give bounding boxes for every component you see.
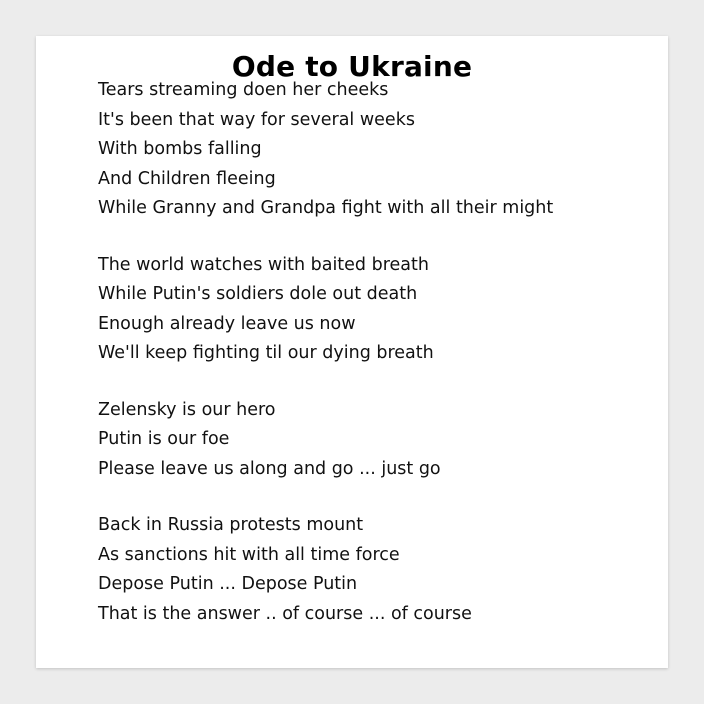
poem-line: While Putin's soldiers dole out death — [98, 284, 418, 304]
poem-line: Please leave us along and go ... just go — [98, 458, 441, 479]
poem-line: With bombs falling — [98, 139, 262, 159]
stanza-3 — [98, 396, 658, 485]
poem-line: That is the answer .. of course ... of course — [98, 603, 472, 624]
poem-line: Back in Russia protests mount — [98, 515, 364, 535]
poem-title: Ode to Ukraine — [231, 50, 473, 83]
poem-line: Enough already leave us now — [98, 313, 356, 334]
stanza-2 — [98, 251, 658, 369]
poem-line: Tears streaming doen her cheeks — [98, 80, 389, 100]
poem-line: Zelensky is our hero — [98, 399, 276, 420]
poem-line: As sanctions hit with all time force — [98, 544, 400, 565]
poem-body — [98, 76, 658, 656]
poem-line: We'll keep fighting til our dying breath — [98, 343, 434, 363]
poem-line: The world watches with baited breath — [98, 254, 429, 275]
poster-sheet — [36, 36, 668, 668]
poem-line: While Granny and Grandpa fight with all their might — [98, 198, 554, 218]
poem-line: And Children fleeing — [98, 168, 276, 189]
poem-line: It's been that way for several weeks — [98, 109, 415, 130]
stanza-4 — [98, 511, 658, 629]
poem-line: Depose Putin ... Depose Putin — [98, 574, 358, 594]
poem-line: Putin is our foe — [98, 429, 230, 449]
stanza-1 — [98, 76, 658, 224]
